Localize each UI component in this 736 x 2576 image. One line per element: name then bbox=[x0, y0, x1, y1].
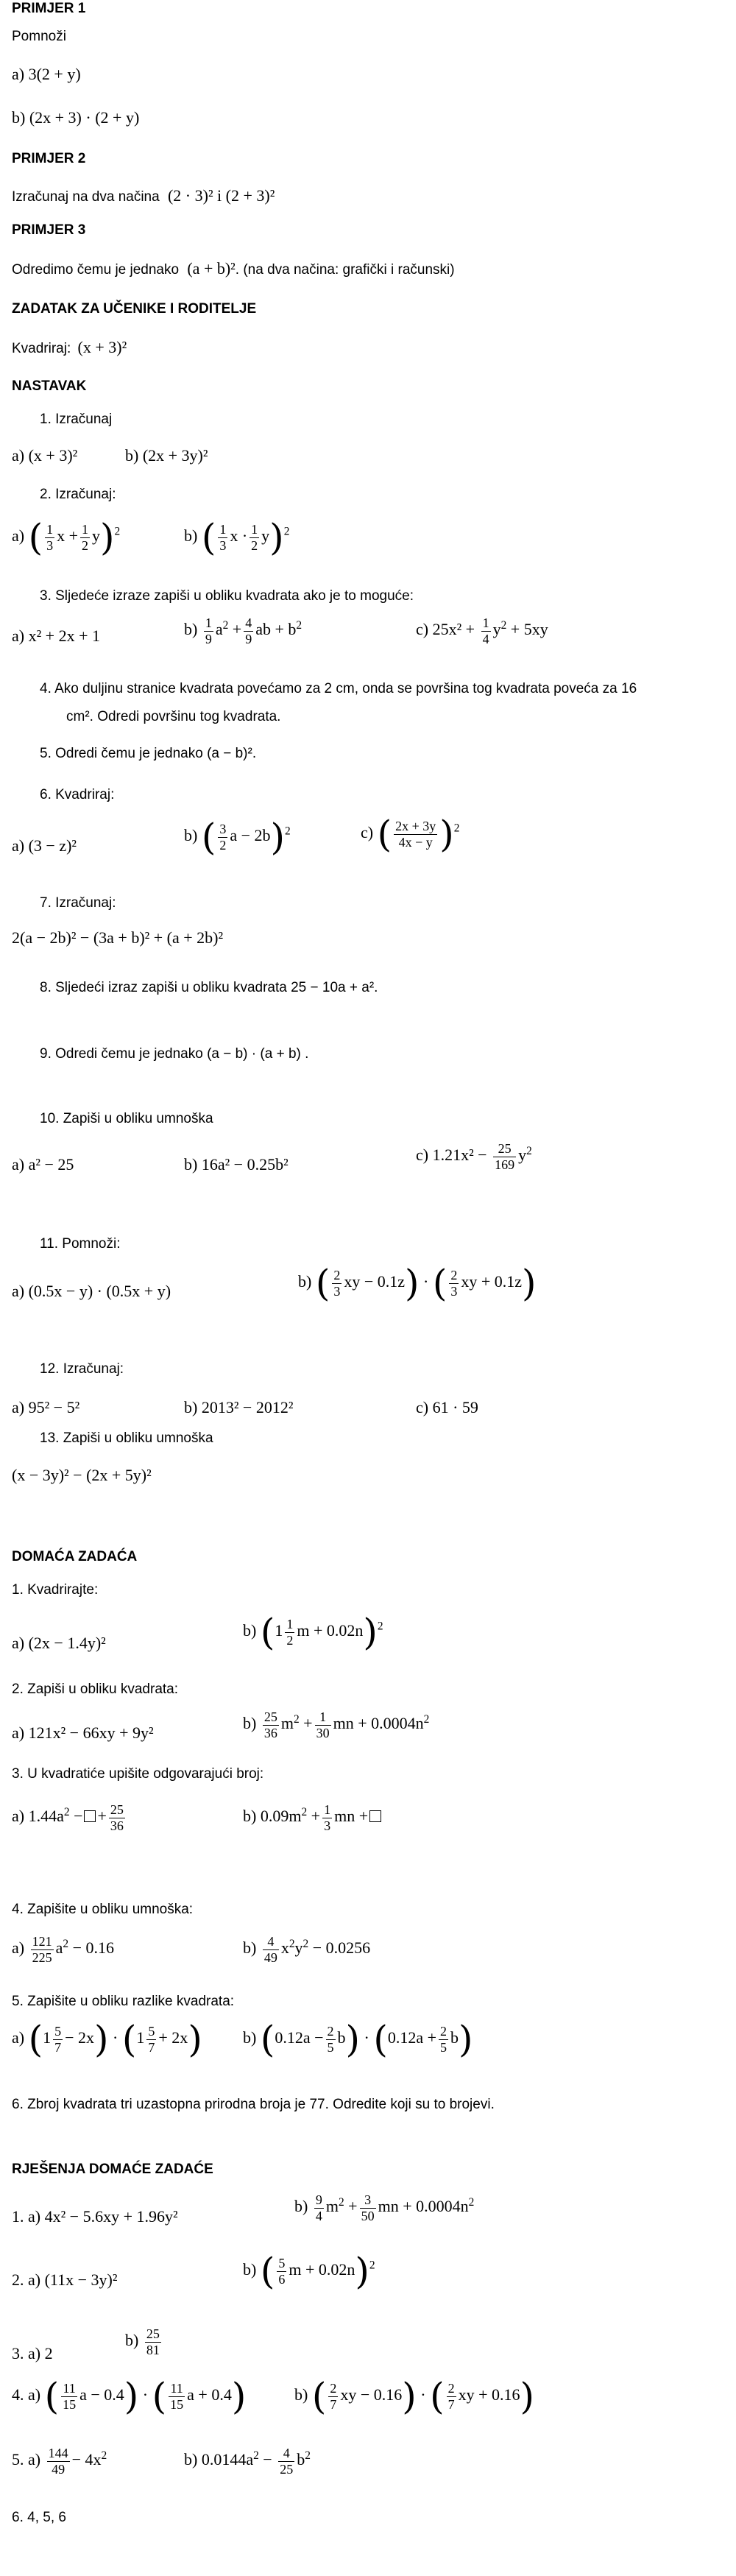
task-12c: c) 61 · 59 bbox=[416, 1398, 478, 1416]
task-10b: b) 16a² − 0.25b² bbox=[184, 1155, 289, 1174]
hw-6: 6. Zbroj kvadrata tri uzastopna prirodna broja je 77. Odredite koji su to brojevi. bbox=[12, 2097, 495, 2112]
task-3a: a) x² + 2x + 1 bbox=[12, 627, 101, 645]
task-2b: b) ( $\frac{1}{3}$ x · $\frac{1}{2}$ y)$^2$ bbox=[184, 516, 290, 559]
hw-4b: b) $\frac{4}{49}$ $x^2y^2 - 0.0256$ bbox=[243, 1934, 371, 1965]
nastavak-title: NASTAVAK bbox=[12, 378, 87, 394]
task-13: 13. Zapiši u obliku umnoška bbox=[40, 1430, 213, 1446]
hw-2a: a) 121x² − 66xy + 9y² bbox=[12, 1723, 154, 1742]
primjer3-title: PRIMJER 3 bbox=[12, 222, 86, 238]
sol-6: 6. 4, 5, 6 bbox=[12, 2510, 66, 2525]
hw-1: 1. Kvadrirajte: bbox=[12, 1582, 99, 1598]
sol-3b: b) $\frac{25}{81}$ bbox=[125, 2326, 160, 2357]
task-3: 3. Sljedeće izraze zapiši u obliku kvadrata ako je to moguće: bbox=[40, 588, 414, 604]
task-11: 11. Pomnoži: bbox=[40, 1236, 121, 1252]
task-2: 2. Izračunaj: bbox=[40, 487, 116, 502]
blank-box[interactable] bbox=[84, 1810, 96, 1822]
task-10c-start: c) 1.21x² − bbox=[416, 1146, 492, 1165]
hw-2: 2. Zapiši u obliku kvadrata: bbox=[12, 1682, 179, 1697]
zadatak-line bbox=[12, 337, 127, 358]
primjer3-expr: (a + b)² bbox=[187, 259, 236, 278]
task-7-expr: 2(a − 2b)² − (3a + b)² + (a + 2b)² bbox=[12, 928, 224, 947]
task-11a: a) (0.5x − y) · (0.5x + y) bbox=[12, 1282, 171, 1300]
sol-1a: 1. a) 4x² − 5.6xy + 1.96y² bbox=[12, 2207, 178, 2226]
task-4-line2: cm². Odredi površinu tog kvadrata. bbox=[66, 709, 281, 724]
primjer2-expr: (2 · 3)² i (2 + 3)² bbox=[167, 186, 275, 205]
rjesenja-title: RJEŠENJA DOMAĆE ZADAĆE bbox=[12, 2162, 213, 2177]
blank-box[interactable] bbox=[369, 1810, 381, 1822]
hw-5: 5. Zapišite u obliku razlike kvadrata: bbox=[12, 1994, 235, 2009]
sol-5a: 5. a) $\frac{144}{49}$ − $4x^2$ bbox=[12, 2446, 107, 2477]
sol-3a: 3. a) 2 bbox=[12, 2344, 53, 2362]
primjer3-text2: . (na dva načina: grafički i računski) bbox=[235, 262, 455, 278]
task-3c-start: c) 25x² + bbox=[416, 620, 479, 639]
sol-2a: 2. a) (11x − 3y)² bbox=[12, 2270, 118, 2289]
primjer3-text1: Odredimo čemu je jednako bbox=[12, 262, 180, 278]
primjer1-title: PRIMJER 1 bbox=[12, 1, 86, 16]
task-7: 7. Izračunaj: bbox=[40, 895, 116, 911]
task-13-expr: (x − 3y)² − (2x + 5y)² bbox=[12, 1466, 152, 1484]
task-8: 8. Sljedeći izraz zapiši u obliku kvadrata 25 − 10a + a². bbox=[40, 980, 378, 995]
primjer1-intro: Pomnoži bbox=[12, 29, 66, 44]
sol-4b: b) ( $\frac{2}{7}$ xy − 0.16) · ( $\frac{2}{7}$ xy + 0.16) bbox=[294, 2375, 535, 2418]
task-3b: b) $\frac{1}{9}$ $a^2$ + $\frac{4}{9}$ ab + $b^2$ bbox=[184, 615, 302, 646]
task-6: 6. Kvadriraj: bbox=[40, 787, 115, 802]
task-1b: b) (2x + 3y)² bbox=[125, 446, 208, 465]
task-10: 10. Zapiši u obliku umnoška bbox=[40, 1111, 213, 1126]
task-12a: a) 95² − 5² bbox=[12, 1398, 80, 1416]
primjer2-title: PRIMJER 2 bbox=[12, 151, 86, 166]
zadatak-title: ZADATAK ZA UČENIKE I RODITELJE bbox=[12, 301, 257, 317]
task-6c: c) ( $\frac{2x + 3y}{4x - y}$ )$^2$ bbox=[361, 813, 460, 855]
zadatak-text: Kvadriraj: bbox=[12, 341, 71, 356]
task-10c: c) 1.21x² − $\frac{25}{169}$ $y^2$ bbox=[416, 1141, 532, 1172]
hw-3a: a) $1.44a^2$ − + $\frac{25}{36}$ bbox=[12, 1802, 124, 1833]
sol-4a: 4. a) ( $\frac{11}{15}$ a − 0.4) · ( $\frac{11}{15}$ a + 0.4) bbox=[12, 2375, 247, 2418]
primjer1-a: a) 3(2 + y) bbox=[12, 65, 81, 83]
task-1: 1. Izračunaj bbox=[40, 412, 113, 427]
task-6b: b) ( $\frac{3}{2}$ a − 2b)$^2$ bbox=[184, 816, 291, 858]
hw-5a: a) (1 $\frac{5}{7}$ − 2x) · (1 $\frac{5}{7}$ + 2x) bbox=[12, 2018, 202, 2061]
primjer3-line bbox=[12, 258, 455, 279]
hw-3: 3. U kvadratiće upišite odgovarajući broj: bbox=[12, 1766, 264, 1782]
task-2a: a) ( $\frac{1}{3}$ x + $\frac{1}{2}$ y)$^2$ bbox=[12, 516, 121, 559]
task-9: 9. Odredi čemu je jednako (a − b) · (a + b) . bbox=[40, 1046, 309, 1062]
task-3c: c) 25x² + $\frac{1}{4}$ $y^2 + 5xy$ bbox=[416, 615, 548, 646]
sol-1b: b) $\frac{9}{4}$ $m^2$ + $\frac{3}{50}$ mn + $0.0004n^2$ bbox=[294, 2192, 475, 2223]
task-6a: a) (3 − z)² bbox=[12, 836, 77, 855]
domaca-title: DOMAĆA ZADAĆA bbox=[12, 1549, 138, 1564]
task-12: 12. Izračunaj: bbox=[40, 1361, 124, 1377]
sol-2b: b) ( $\frac{5}{6}$ m + 0.02n)$^2$ bbox=[243, 2250, 375, 2293]
task-4-line1: 4. Ako duljinu stranice kvadrata povećamo za 2 cm, onda se površina tog kvadrata poveća za 16 bbox=[40, 681, 637, 696]
task-10a: a) a² − 25 bbox=[12, 1155, 74, 1174]
primjer2-line bbox=[12, 186, 275, 206]
hw-4: 4. Zapišite u obliku umnoška: bbox=[12, 1902, 194, 1917]
task-5: 5. Odredi čemu je jednako (a − b)². bbox=[40, 746, 257, 761]
hw-1b: b) (1 $\frac{1}{2}$ m + 0.02n)$^2$ bbox=[243, 1611, 383, 1654]
hw-4a: a) $\frac{121}{225}$ $a^2 - 0.16$ bbox=[12, 1934, 114, 1965]
sol-5b: b) $0.0144a^2$ − $\frac{4}{25}$ $b^2$ bbox=[184, 2446, 311, 2477]
primjer2-text: Izračunaj na dva načina bbox=[12, 189, 160, 205]
task-1a: a) (x + 3)² bbox=[12, 446, 78, 465]
hw-5b: b) (0.12a − $\frac{2}{5}$ b) · (0.12a + $\frac{2}{5}$ b) bbox=[243, 2018, 473, 2061]
zadatak-expr: (x + 3)² bbox=[77, 338, 127, 356]
hw-2b: b) $\frac{25}{36}$ $m^2$ + $\frac{1}{30}$ mn + $0.0004n^2$ bbox=[243, 1709, 430, 1740]
primjer1-b: b) (2x + 3) · (2 + y) bbox=[12, 108, 140, 127]
task-11b: b) ( $\frac{2}{3}$ xy − 0.1z) · ( $\frac{2}{3}$ xy + 0.1z) bbox=[298, 1262, 537, 1305]
task-12b: b) 2013² − 2012² bbox=[184, 1398, 294, 1416]
hw-3b: b) $0.09m^2$ + $\frac{1}{3}$ mn + bbox=[243, 1802, 383, 1833]
hw-1a: a) (2x − 1.4y)² bbox=[12, 1634, 106, 1652]
